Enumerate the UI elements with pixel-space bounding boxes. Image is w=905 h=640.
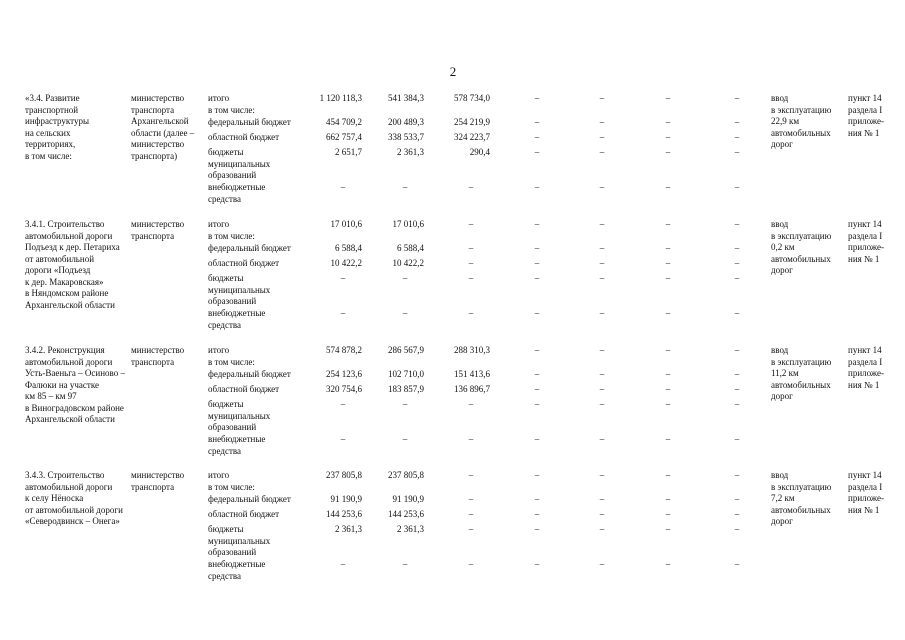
empty-year-cell: – [734, 147, 740, 157]
row-result: ввод в эксплуатацию 11,2 км автомобильных дорог [771, 345, 832, 401]
empty-year-cell: – [599, 243, 605, 253]
table-row [0, 93, 905, 213]
amount-cell: – [468, 399, 474, 409]
amount-cell: – [468, 219, 474, 229]
funding-source-label: итого в том числе: [208, 93, 255, 115]
amount-cell: 10 422,2 [392, 258, 424, 268]
amount-cell: – [340, 182, 346, 192]
amount-cell: – [468, 494, 474, 504]
empty-year-cell: – [534, 93, 540, 103]
amount-cell: 200 489,3 [388, 117, 424, 127]
amount-cell: 17 010,6 [392, 219, 424, 229]
funding-source-label: бюджеты муниципальных образований [208, 399, 271, 432]
empty-year-cell: – [534, 132, 540, 142]
amount-cell: 662 757,4 [326, 132, 362, 142]
empty-year-cell: – [599, 559, 605, 569]
amount-cell: – [468, 524, 474, 534]
empty-year-cell: – [534, 258, 540, 268]
empty-year-cell: – [734, 219, 740, 229]
amount-cell: 2 361,3 [397, 147, 424, 157]
funding-source-label: бюджеты муниципальных образований [208, 524, 271, 557]
amount-cell: 6 588,4 [335, 243, 362, 253]
amount-cell: 17 010,6 [330, 219, 362, 229]
amount-cell: – [468, 243, 474, 253]
row-name: 3.4.1. Строительство автомобильной дороги Подъезд к дер. Петариха от автомобильной дороги «Подъезд к дер. Макаровская» в Няндомском районе Архангельской области [25, 219, 120, 310]
amount-cell: 2 651,7 [335, 147, 362, 157]
amount-cell: 144 253,6 [326, 509, 362, 519]
empty-year-cell: – [665, 132, 671, 142]
empty-year-cell: – [665, 182, 671, 192]
empty-year-cell: – [599, 93, 605, 103]
funding-source-label: внебюджетные средства [208, 308, 266, 330]
empty-year-cell: – [599, 182, 605, 192]
amount-cell: 574 878,2 [326, 345, 362, 355]
amount-cell: – [468, 273, 474, 283]
empty-year-cell: – [734, 93, 740, 103]
amount-cell: – [340, 308, 346, 318]
empty-year-cell: – [734, 384, 740, 394]
empty-year-cell: – [599, 345, 605, 355]
empty-year-cell: – [665, 219, 671, 229]
funding-source-label: внебюджетные средства [208, 559, 266, 581]
row-reference: пункт 14 раздела I приложе- ния № 1 [848, 345, 884, 390]
amount-cell: 183 857,9 [388, 384, 424, 394]
amount-cell: 320 754,6 [326, 384, 362, 394]
amount-cell: – [468, 470, 474, 480]
amount-cell: 136 896,7 [454, 384, 490, 394]
empty-year-cell: – [534, 273, 540, 283]
empty-year-cell: – [665, 258, 671, 268]
empty-year-cell: – [599, 308, 605, 318]
funding-source-label: федеральный бюджет [208, 494, 291, 504]
amount-cell: 2 361,3 [335, 524, 362, 534]
empty-year-cell: – [734, 494, 740, 504]
empty-year-cell: – [734, 470, 740, 480]
amount-cell: – [468, 434, 474, 444]
amount-cell: 541 384,3 [388, 93, 424, 103]
amount-cell: – [402, 399, 408, 409]
funding-source-label: бюджеты муниципальных образований [208, 273, 271, 306]
empty-year-cell: – [665, 384, 671, 394]
row-executor: министерство транспорта [131, 219, 185, 241]
empty-year-cell: – [665, 494, 671, 504]
empty-year-cell: – [665, 470, 671, 480]
row-result: ввод в эксплуатацию 22,9 км автомобильных дорог [771, 93, 832, 149]
amount-cell: 237 805,8 [326, 470, 362, 480]
amount-cell: 91 190,9 [330, 494, 362, 504]
empty-year-cell: – [665, 434, 671, 444]
empty-year-cell: – [534, 345, 540, 355]
empty-year-cell: – [665, 524, 671, 534]
row-result: ввод в эксплуатацию 0,2 км автомобильных дорог [771, 219, 832, 275]
empty-year-cell: – [665, 273, 671, 283]
empty-year-cell: – [534, 308, 540, 318]
empty-year-cell: – [734, 258, 740, 268]
empty-year-cell: – [599, 132, 605, 142]
amount-cell: 1 120 118,3 [319, 93, 362, 103]
empty-year-cell: – [734, 559, 740, 569]
empty-year-cell: – [534, 243, 540, 253]
empty-year-cell: – [534, 434, 540, 444]
empty-year-cell: – [665, 559, 671, 569]
empty-year-cell: – [599, 258, 605, 268]
empty-year-cell: – [734, 434, 740, 444]
funding-source-label: федеральный бюджет [208, 369, 291, 379]
empty-year-cell: – [734, 182, 740, 192]
empty-year-cell: – [665, 147, 671, 157]
amount-cell: – [340, 434, 346, 444]
empty-year-cell: – [665, 308, 671, 318]
empty-year-cell: – [534, 117, 540, 127]
funding-source-label: областной бюджет [208, 258, 280, 268]
amount-cell: 254 123,6 [326, 369, 362, 379]
amount-cell: 91 190,9 [392, 494, 424, 504]
amount-cell: 10 422,2 [330, 258, 362, 268]
row-reference: пункт 14 раздела I приложе- ния № 1 [848, 93, 884, 138]
empty-year-cell: – [665, 243, 671, 253]
amount-cell: – [340, 399, 346, 409]
empty-year-cell: – [734, 524, 740, 534]
amount-cell: – [402, 434, 408, 444]
empty-year-cell: – [534, 509, 540, 519]
amount-cell: 578 734,0 [454, 93, 490, 103]
row-executor: министерство транспорта [131, 470, 185, 492]
empty-year-cell: – [734, 117, 740, 127]
funding-source-label: областной бюджет [208, 509, 280, 519]
amount-cell: 144 253,6 [388, 509, 424, 519]
row-executor: министерство транспорта Архангельской области (далее – министерство транспорта) [131, 93, 195, 161]
row-reference: пункт 14 раздела I приложе- ния № 1 [848, 470, 884, 515]
empty-year-cell: – [599, 399, 605, 409]
amount-cell: – [402, 559, 408, 569]
empty-year-cell: – [534, 384, 540, 394]
funding-source-label: областной бюджет [208, 384, 280, 394]
empty-year-cell: – [534, 494, 540, 504]
amount-cell: 324 223,7 [454, 132, 490, 142]
funding-source-label: итого в том числе: [208, 345, 255, 367]
empty-year-cell: – [665, 345, 671, 355]
empty-year-cell: – [599, 219, 605, 229]
empty-year-cell: – [665, 509, 671, 519]
empty-year-cell: – [599, 384, 605, 394]
funding-source-label: внебюджетные средства [208, 182, 266, 204]
empty-year-cell: – [665, 117, 671, 127]
empty-year-cell: – [665, 399, 671, 409]
amount-cell: 254 219,9 [454, 117, 490, 127]
amount-cell: – [468, 509, 474, 519]
empty-year-cell: – [734, 308, 740, 318]
empty-year-cell: – [665, 369, 671, 379]
funding-source-label: бюджеты муниципальных образований [208, 147, 271, 180]
amount-cell: 151 413,6 [454, 369, 490, 379]
amount-cell: 286 567,9 [388, 345, 424, 355]
empty-year-cell: – [534, 559, 540, 569]
empty-year-cell: – [734, 243, 740, 253]
amount-cell: 2 361,3 [397, 524, 424, 534]
empty-year-cell: – [734, 132, 740, 142]
row-result: ввод в эксплуатацию 7,2 км автомобильных дорог [771, 470, 832, 526]
empty-year-cell: – [734, 509, 740, 519]
funding-source-label: внебюджетные средства [208, 434, 266, 456]
table-row [0, 219, 905, 339]
empty-year-cell: – [534, 219, 540, 229]
table-row [0, 470, 905, 590]
amount-cell: 102 710,0 [388, 369, 424, 379]
funding-source-label: итого в том числе: [208, 219, 255, 241]
empty-year-cell: – [734, 399, 740, 409]
funding-source-label: итого в том числе: [208, 470, 255, 492]
empty-year-cell: – [599, 369, 605, 379]
amount-cell: – [468, 258, 474, 268]
table-row [0, 345, 905, 465]
empty-year-cell: – [599, 117, 605, 127]
empty-year-cell: – [734, 369, 740, 379]
page-number: 2 [449, 64, 457, 79]
empty-year-cell: – [599, 470, 605, 480]
amount-cell: 288 310,3 [454, 345, 490, 355]
empty-year-cell: – [599, 147, 605, 157]
empty-year-cell: – [599, 273, 605, 283]
row-name: «3.4. Развитие транспортной инфраструктуры на сельских территориях, в том числе: [25, 93, 89, 161]
empty-year-cell: – [734, 273, 740, 283]
empty-year-cell: – [734, 345, 740, 355]
empty-year-cell: – [665, 93, 671, 103]
amount-cell: 237 805,8 [388, 470, 424, 480]
amount-cell: 290,4 [469, 147, 490, 157]
funding-source-label: областной бюджет [208, 132, 280, 142]
empty-year-cell: – [534, 470, 540, 480]
amount-cell: 338 533,7 [388, 132, 424, 142]
amount-cell: – [340, 559, 346, 569]
empty-year-cell: – [534, 369, 540, 379]
empty-year-cell: – [599, 524, 605, 534]
empty-year-cell: – [534, 399, 540, 409]
amount-cell: – [402, 308, 408, 318]
amount-cell: – [402, 182, 408, 192]
amount-cell: – [468, 308, 474, 318]
empty-year-cell: – [599, 509, 605, 519]
empty-year-cell: – [534, 182, 540, 192]
amount-cell: – [340, 273, 346, 283]
empty-year-cell: – [534, 524, 540, 534]
row-name: 3.4.3. Строительство автомобильной дороги к селу Нёноска от автомобильной дороги «Северодвинск – Онега» [25, 470, 123, 526]
funding-source-label: федеральный бюджет [208, 243, 291, 253]
amount-cell: – [468, 559, 474, 569]
row-reference: пункт 14 раздела I приложе- ния № 1 [848, 219, 884, 264]
funding-source-label: федеральный бюджет [208, 117, 291, 127]
empty-year-cell: – [599, 494, 605, 504]
empty-year-cell: – [534, 147, 540, 157]
row-executor: министерство транспорта [131, 345, 185, 367]
amount-cell: 454 709,2 [326, 117, 362, 127]
row-name: 3.4.2. Реконструкция автомобильной дороги Усть-Ваеньга – Осиново – Фалюки на участке км 85 – км 97 в Виноградовском районе Архангельской области [25, 345, 125, 424]
amount-cell: – [402, 273, 408, 283]
amount-cell: 6 588,4 [397, 243, 424, 253]
empty-year-cell: – [599, 434, 605, 444]
amount-cell: – [468, 182, 474, 192]
